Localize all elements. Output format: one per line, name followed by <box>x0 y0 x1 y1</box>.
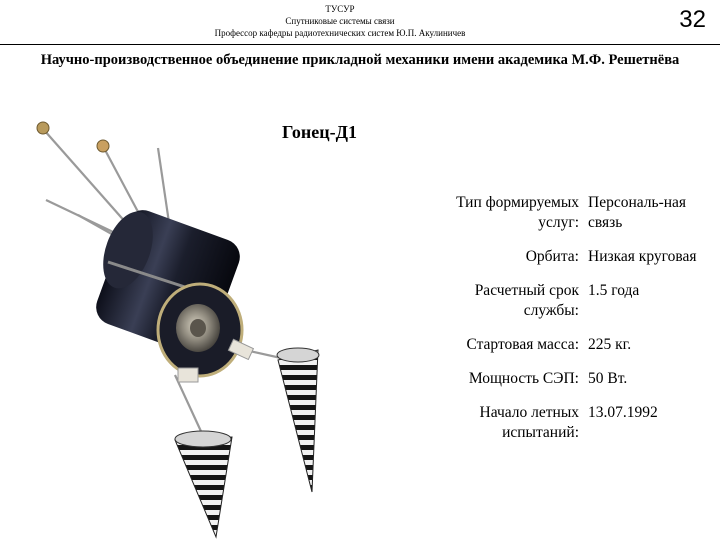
slide-header <box>0 0 720 44</box>
spec-value: 50 Вт. <box>588 370 628 387</box>
satellite-body <box>91 205 253 382</box>
spec-row <box>440 247 720 267</box>
header-divider <box>0 44 720 45</box>
spec-value: Низкая круговая <box>588 248 697 265</box>
spec-label: Тип формируемых услуг: <box>456 194 579 231</box>
satellite-name: Гонец-Д1 <box>282 122 357 142</box>
header-text <box>170 3 510 39</box>
spec-value: 13.07.1992 <box>588 404 658 421</box>
spec-value: 225 кг. <box>588 336 632 353</box>
spec-label: Орбита: <box>525 248 579 265</box>
spec-row <box>440 403 720 443</box>
cone-antenna-right <box>277 348 319 492</box>
university-name: ТУСУР <box>325 4 355 14</box>
cone-antenna-left <box>175 431 232 537</box>
spec-row <box>440 369 720 389</box>
spec-row <box>440 281 720 321</box>
specs-table <box>440 193 720 457</box>
organization-title: Научно-производственное объединение прикладной механики имени академика М.Ф. Решетнёва <box>40 52 680 68</box>
spec-label: Мощность СЭП: <box>468 370 579 387</box>
slide-number: 32 <box>679 6 706 33</box>
spec-row <box>440 335 720 355</box>
spec-value: 1.5 года <box>588 282 640 299</box>
satellite-illustration <box>0 110 360 540</box>
spec-label: Стартовая масса: <box>466 336 579 353</box>
author-line: Профессор кафедры радиотехнических систем Ю.П. Акулиничев <box>214 28 466 38</box>
spec-row <box>440 193 720 233</box>
spec-value: Персональ-ная связь <box>588 194 687 231</box>
spec-label: Расчетный срок службы: <box>474 282 579 319</box>
spec-label: Начало летных испытаний: <box>479 404 579 441</box>
course-title: Спутниковые системы связи <box>285 16 395 26</box>
